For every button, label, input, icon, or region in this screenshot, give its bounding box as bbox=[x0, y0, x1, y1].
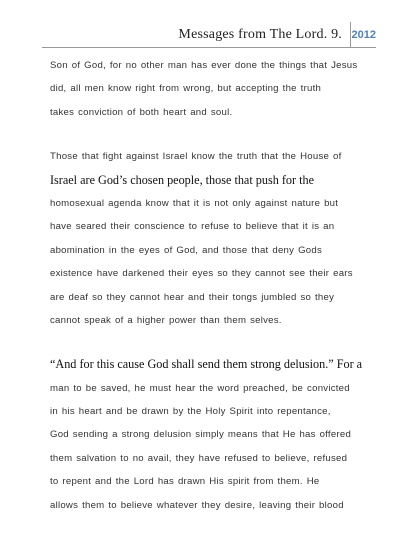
paragraph-1 bbox=[50, 54, 370, 124]
text-line: God sending a strong delusion simply means that He has offered bbox=[50, 429, 352, 441]
text-line: allows them to believe whatever they desire, leaving their blood bbox=[50, 499, 344, 511]
text-line: Son of God, for no other man has ever done the things that Jesus bbox=[50, 60, 358, 71]
paragraph-2 bbox=[50, 145, 370, 332]
text-line: Israel are God’s chosen people, those that push for the bbox=[50, 172, 314, 187]
text-line: man to be saved, he must hear the word preached, be convicted bbox=[50, 382, 350, 394]
text-line: existence have darkened their eyes so they cannot see their ears bbox=[50, 268, 353, 280]
text-line: in his heart and be drawn by the Holy Spirit into repentance, bbox=[50, 406, 331, 418]
header-rule bbox=[42, 47, 376, 48]
paragraph-3 bbox=[50, 353, 370, 517]
header-year: 2012 bbox=[351, 29, 376, 41]
text-line: them salvation to no avail, they have refused to believe, refused bbox=[50, 452, 348, 464]
text-line: did, all men know right from wrong, but accepting the truth bbox=[50, 83, 322, 95]
text-line: abomination in the eyes of God, and those that deny Gods bbox=[50, 244, 323, 256]
text-line: to repent and the Lord has drawn His spirit from them. He bbox=[50, 476, 320, 488]
paragraph-gap bbox=[50, 124, 370, 145]
text-line: homosexual agenda know that it is not only against nature but bbox=[50, 197, 339, 209]
text-line: are deaf so they cannot hear and their tongs jumbled so they bbox=[50, 291, 335, 303]
text-line: cannot speak of a higher power than them selves. bbox=[50, 314, 282, 326]
document-body bbox=[50, 54, 370, 517]
text-line: Those that fight against Israel know the truth that the House of bbox=[50, 151, 342, 163]
page-header bbox=[0, 0, 420, 50]
text-line: takes conviction of both heart and soul. bbox=[50, 106, 233, 118]
paragraph-gap bbox=[50, 332, 370, 353]
header-title: Messages from The Lord. 9. bbox=[178, 27, 342, 42]
text-line: have seared their conscience to refuse to believe that it is an bbox=[50, 221, 335, 233]
text-line: “And for this cause God shall send them strong delusion.” For a bbox=[50, 357, 363, 372]
